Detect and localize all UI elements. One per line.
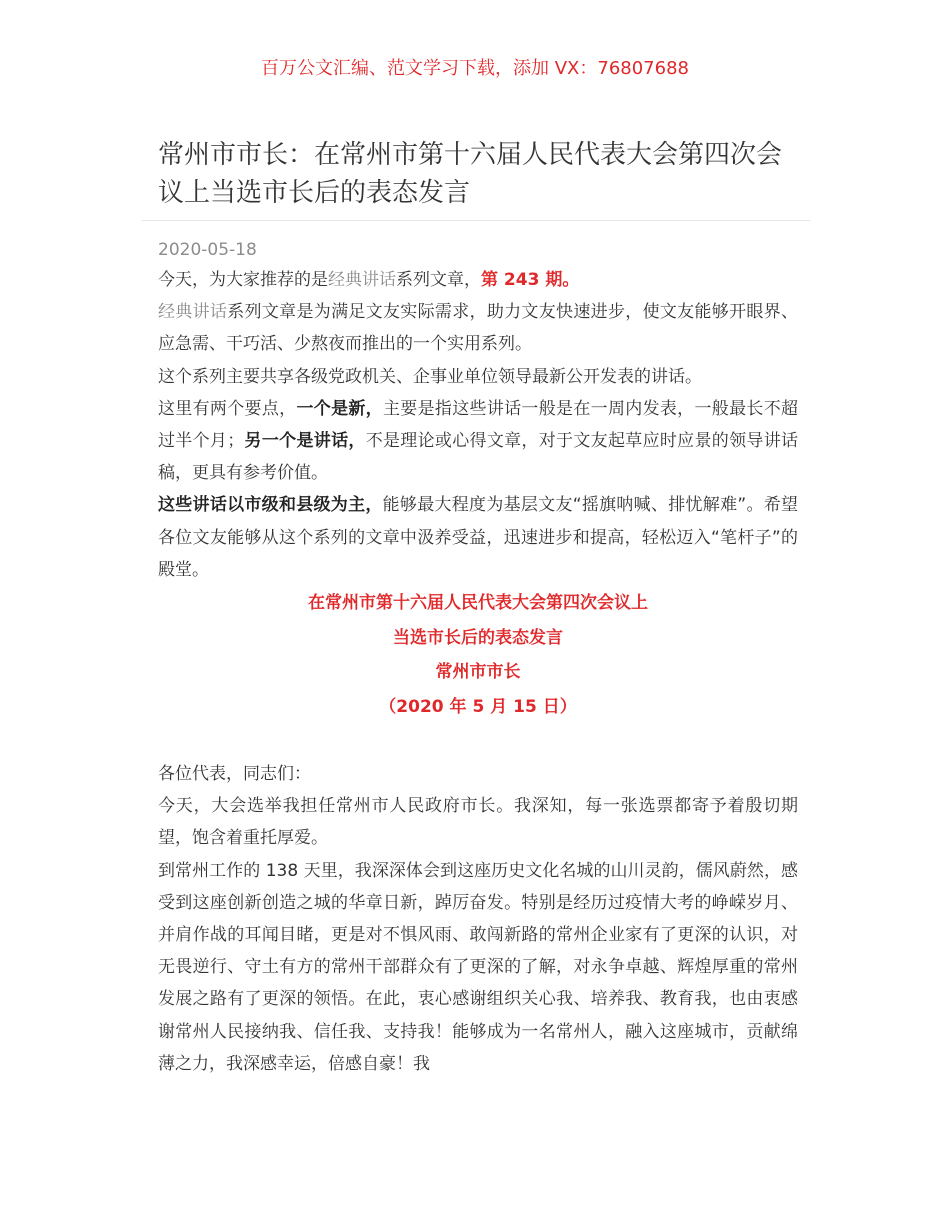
- speaker: 常州市市长: [435, 662, 521, 683]
- intro-text: 今天，为大家推荐的是: [158, 270, 328, 290]
- series-name: 经典讲话: [328, 270, 396, 290]
- intro-text: 系列文章是为满足文友实际需求，助力文友快速进步，使文友能够开眼界、应急需、干巧活、少熬夜而推出的一个实用系列。: [158, 302, 799, 355]
- highlight-text: 这些讲话以市级和县级为主，: [158, 495, 383, 516]
- highlight-text: 一个是新，: [296, 398, 383, 419]
- speech-paragraph-1: 今天，大会选举我担任常州市人民政府市长。我深知，每一张选票都寄予着殷切期望，饱含着重托厚爱。: [158, 796, 798, 849]
- speech-title-line-1: 在常州市第十六届人民代表大会第四次会议上: [308, 593, 648, 614]
- issue-number: 第 243 期。: [481, 270, 580, 290]
- series-name: 经典讲话: [158, 302, 228, 323]
- speech-paragraph-2: 到常州工作的 138 天里，我深深体会到这座历史文化名城的山川灵韵，儒风蔚然，感受到这座创新创造之城的华章日新，踔厉奋发。特别是经历过疫情大考的峥嵘岁月、并肩作战的耳闻目睹，更是对不惧风雨、敢闯新路的常州企业家有了更深的认识，对无畏逆行、守土有方的常州干部群众有了更深的了解，对永争卓越、辉煌厚重的常州发展之路有了更深的领悟。在此，衷心感谢组织关心我、培养我、教育我，也由衷感谢常州人民接纳我、信任我、支持我！能够成为一名常州人，融入这座城市，贡献绵薄之力，我深感幸运，倍感自豪！我: [158, 860, 798, 1074]
- intro-paragraph-2: [158, 296, 798, 360]
- publish-date: 2020-05-18: [158, 240, 257, 260]
- intro-text: 能够最大程度为基层文友“摇旗呐喊、排忧解难”。希望各位文友能够从这个系列的文章中汲养受益，迅速进步和提高，轻松迈入“笔杆子”的殿堂。: [158, 495, 798, 580]
- intro-text: 系列文章，: [396, 270, 481, 290]
- article-body: [158, 264, 798, 1080]
- speech-header: [158, 586, 798, 724]
- promo-banner: 百万公文汇编、范文学习下载，添加 VX：76807688: [261, 58, 689, 79]
- speech-date: （2020 年 5 月 15 日）: [379, 696, 577, 717]
- speech-greeting: 各位代表，同志们：: [158, 764, 311, 785]
- intro-paragraph-3: 这个系列主要共享各级党政机关、企事业单位领导最新公开发表的讲话。: [158, 366, 702, 387]
- intro-paragraph-1: [158, 264, 798, 296]
- article-title: 常州市市长：在常州市第十六届人民代表大会第四次会议上当选市长后的表态发言: [158, 140, 783, 208]
- intro-paragraph-5: [158, 489, 798, 586]
- title-divider: [142, 220, 810, 221]
- intro-text: 主要是指这些讲话一般是在一周内发表，一般最长不超过半个月；: [158, 398, 799, 452]
- intro-paragraph-4: [158, 393, 798, 490]
- intro-text: 不是理论或心得文章，对于文友起草应时应景的领导讲话稿，更具有参考价值。: [158, 431, 799, 484]
- highlight-text: 另一个是讲话，: [244, 431, 366, 452]
- intro-text: 这里有两个要点，: [158, 398, 297, 419]
- speech-title-line-2: 当选市长后的表态发言: [393, 627, 563, 648]
- spacer: [158, 724, 798, 758]
